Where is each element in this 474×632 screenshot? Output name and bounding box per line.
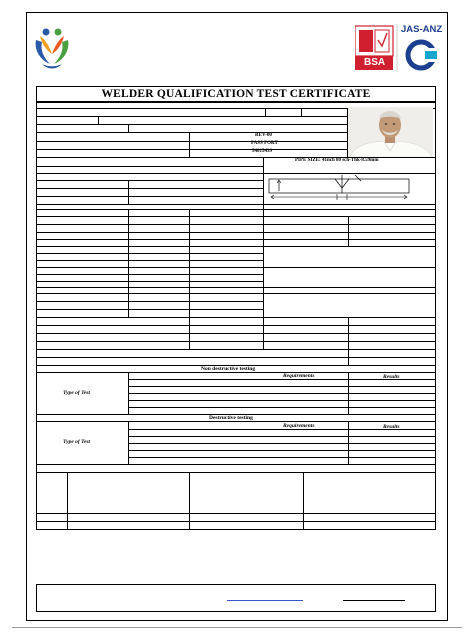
certificate-form — [36, 102, 436, 530]
signature-link-line — [227, 600, 303, 601]
bsa-logo-text: BSA — [364, 57, 386, 68]
destructive-requirements-header: Requirements — [283, 423, 315, 429]
signature-line — [343, 600, 405, 601]
ndt-results-header: Results — [383, 374, 400, 380]
rev-label: REV-00 — [255, 133, 272, 138]
destructive-section-title: Destructive testing — [209, 415, 253, 421]
ndt-type-label: Type of Test — [63, 390, 91, 396]
footer-box — [36, 584, 436, 612]
company-logo-icon — [30, 24, 74, 72]
destructive-results-header: Results — [383, 424, 400, 430]
pipe-size: PIPE SIZE: 41nch 80 sch-Thk-8.59mm — [295, 158, 379, 163]
title-box — [36, 86, 436, 102]
destructive-type-label: Type of Test — [63, 439, 91, 445]
page-title: WELDER QUALIFICATION TEST CERTIFICATE — [101, 88, 371, 100]
certification-logos — [355, 24, 445, 72]
passport-number: 54015499 — [252, 149, 272, 154]
ndt-requirements-header: Requirements — [283, 373, 315, 379]
passport-label: PASS PORT — [251, 141, 278, 146]
welder-photo — [348, 107, 433, 157]
bottom-rule — [12, 627, 462, 628]
jas-anz-logo-text: JAS-ANZ — [401, 24, 443, 35]
company-logo — [30, 24, 74, 72]
ndt-section-title: Non destructive testing — [201, 366, 256, 372]
joint-sketch-icon — [265, 175, 435, 203]
welder-portrait-icon — [348, 107, 433, 157]
